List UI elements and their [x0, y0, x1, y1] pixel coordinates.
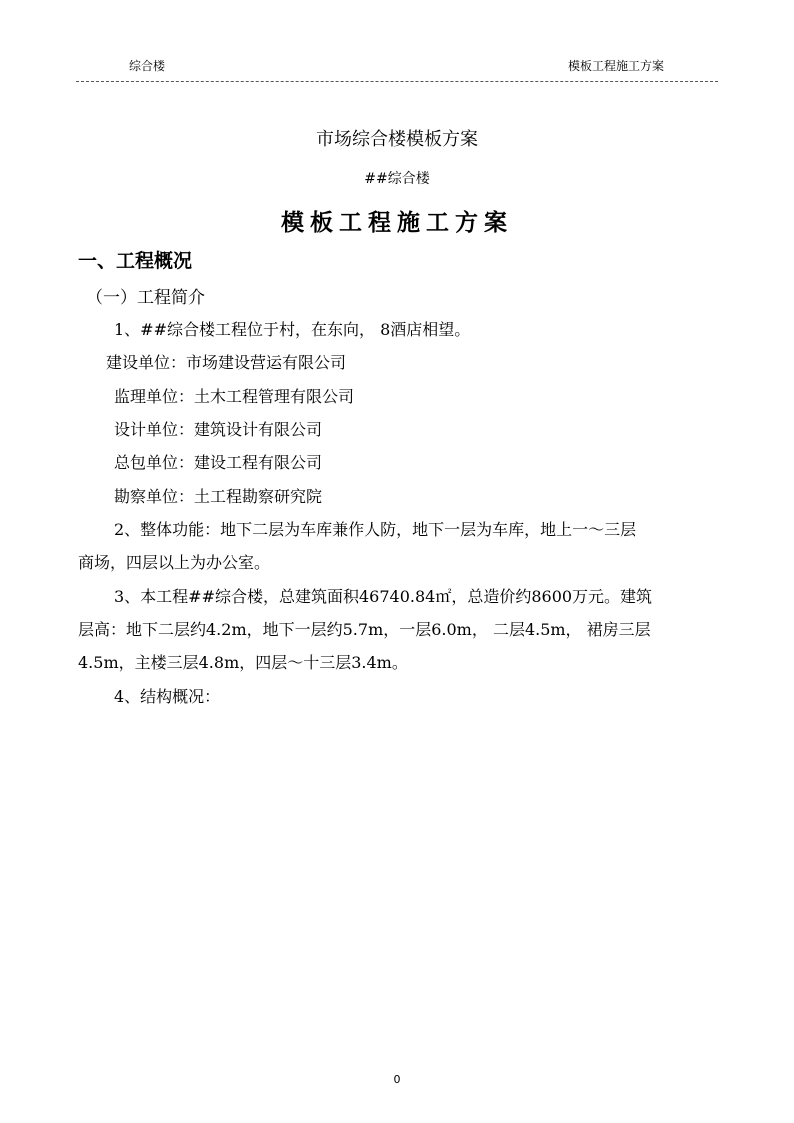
- page-number: 0: [393, 1073, 401, 1086]
- section-heading: 一、工程概况: [78, 250, 193, 272]
- paragraph-2-line-1: 2、整体功能：地下二层为车库兼作人防，地下一层为车库，地上一～三层: [114, 520, 637, 539]
- header-left-text: 综合楼: [129, 59, 166, 73]
- header-right-text: 模板工程施工方案: [568, 59, 665, 73]
- unit-general-contractor: 总包单位：建设工程有限公司: [114, 453, 323, 472]
- paragraph-3-line-2: 层高：地下二层约4.2m，地下一层约5.7m，一层6.0m， 二层4.5m， 裙房三层: [78, 620, 651, 639]
- paragraph-1: 1、##综合楼工程位于村，在东向， 8酒店相望。: [114, 320, 471, 339]
- paragraph-3-line-1: 3、本工程##综合楼，总建筑面积46740.84㎡，总造价约8600万元。建筑: [114, 587, 653, 606]
- document-title: 市场综合楼模板方案: [316, 129, 478, 150]
- paragraph-2-line-2: 商场，四层以上为办公室。: [78, 553, 271, 572]
- document-main-heading: 模板工程施工方案: [281, 209, 513, 236]
- unit-supervision: 监理单位：土木工程管理有限公司: [114, 387, 355, 406]
- unit-design: 设计单位：建筑设计有限公司: [114, 420, 323, 439]
- document-subtitle: ##综合楼: [364, 171, 430, 187]
- unit-construction: 建设单位：市场建设营运有限公司: [106, 353, 347, 372]
- subsection-heading: （一）工程简介: [86, 288, 205, 308]
- unit-survey: 勘察单位：土工程勘察研究院: [114, 487, 323, 506]
- header-divider: [76, 81, 718, 82]
- paragraph-4: 4、结构概况：: [114, 687, 221, 706]
- paragraph-3-line-3: 4.5m，主楼三层4.8m，四层～十三层3.4m。: [78, 653, 408, 672]
